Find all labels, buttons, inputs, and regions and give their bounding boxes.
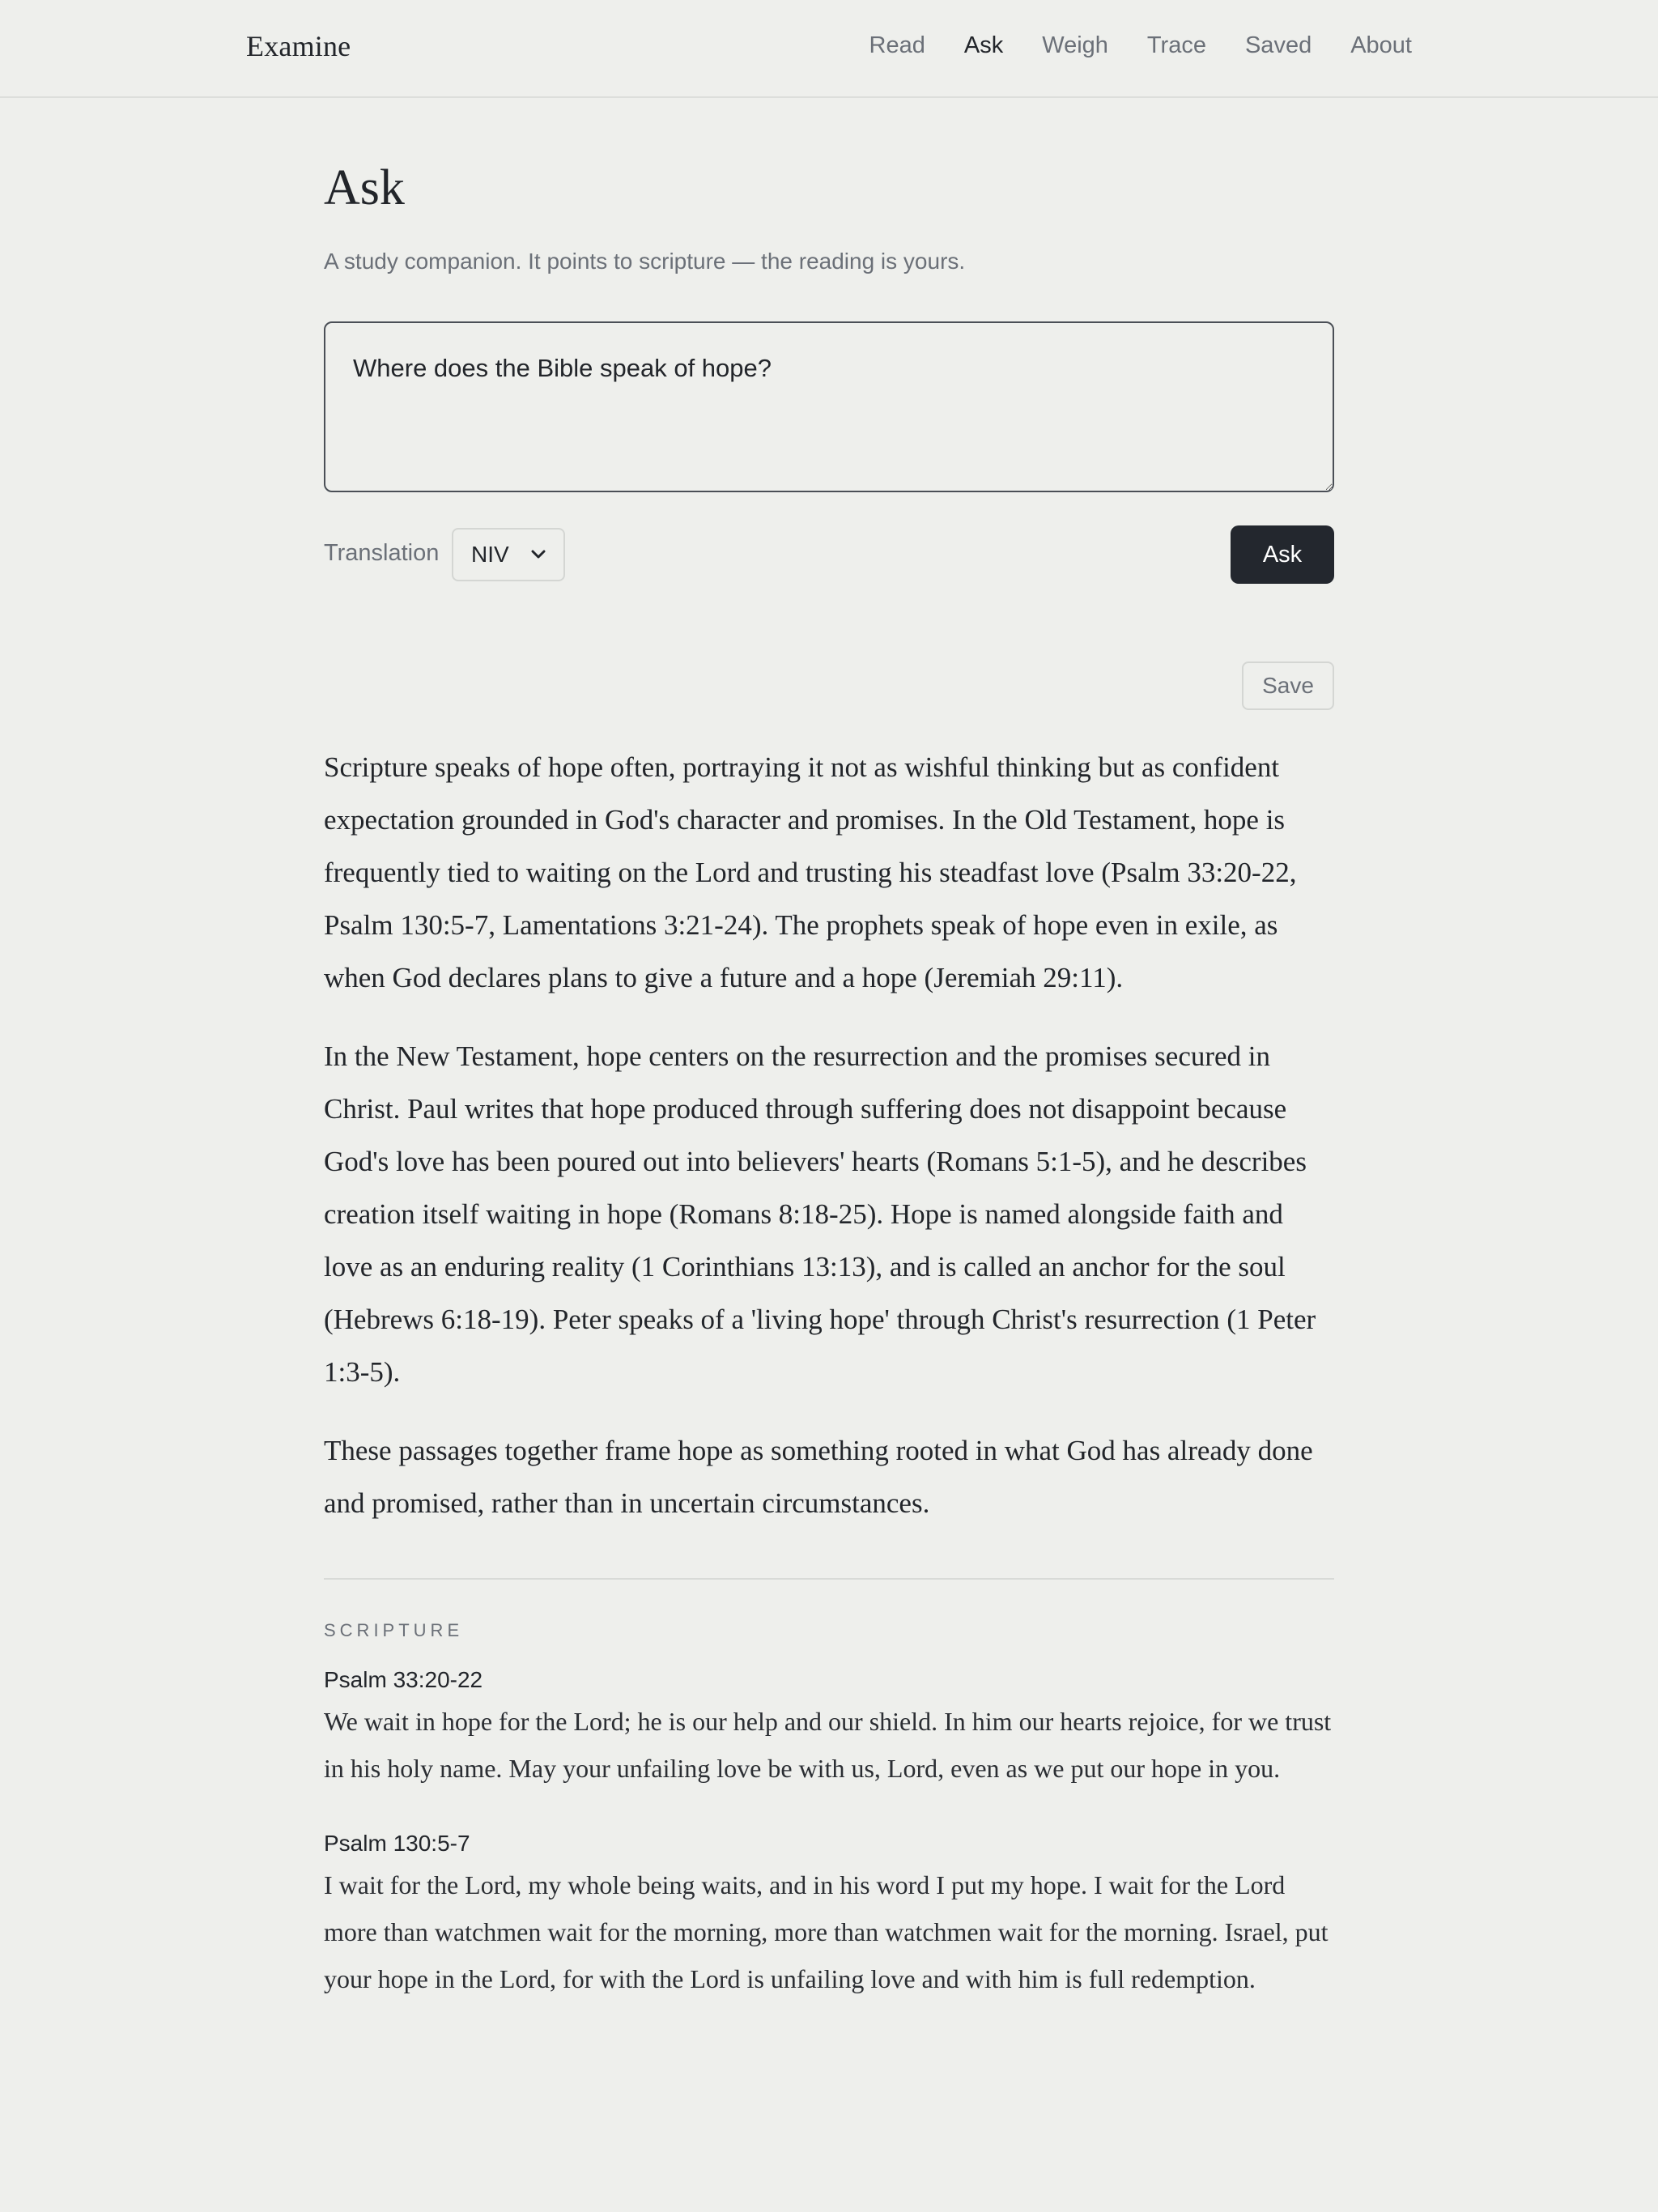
nav-read[interactable]: Read xyxy=(869,32,925,58)
passage-reference[interactable]: Psalm 130:5-7 xyxy=(324,1831,470,1856)
scripture-passage xyxy=(324,1831,1334,2002)
translation-label: Translation xyxy=(324,540,440,566)
brand-logo[interactable]: Examine xyxy=(246,30,351,62)
nav-ask[interactable]: Ask xyxy=(963,32,1004,58)
scripture-passage xyxy=(324,1667,1334,1792)
ask-controls xyxy=(324,525,1334,584)
answer-paragraph: Scripture speaks of hope often, portraying it not as wishful thinking but as confident expectation grounded in God's character and promises. In the Old Testament, hope is frequently tied to waiting on the Lord and trusting his steadfast love (Psalm 33:20-22, Psalm 130:5-7, Lamentations 3:21-24). The prophets speak of hope even in exile, as when God declares plans to give a future and a hope (Jeremiah 29:11). xyxy=(324,751,1297,993)
chevron-down-icon xyxy=(531,550,546,559)
main-nav xyxy=(869,32,1412,59)
answer-paragraph: In the New Testament, hope centers on the resurrection and the promises secured in Christ. Paul writes that hope produced through suffering does not disappoint because God's love has been poured out into believers' hearts (Romans 5:1-5), and he describes creation itself waiting in hope (Romans 8:18-25). Hope is named alongside faith and love as an enduring reality (1 Corinthians 13:13), and is called an anchor for the soul (Hebrews 6:18-19). Peter speaks of a 'living hope' through Christ's resurrection (1 Peter 1:3-5). xyxy=(324,1040,1316,1388)
answer-paragraph: These passages together frame hope as something rooted in what God has already done and promised, rather than in uncertain circumstances. xyxy=(324,1435,1313,1519)
page-title: Ask xyxy=(324,160,405,215)
answer-text xyxy=(324,741,1334,1529)
scripture-section xyxy=(324,1620,1334,2002)
page-subtitle: A study companion. It points to scripture — the reading is yours. xyxy=(324,249,966,274)
top-bar xyxy=(0,0,1658,98)
nav-weigh[interactable]: Weigh xyxy=(1042,32,1108,58)
passage-text: We wait in hope for the Lord; he is our help and our shield. In him our hearts rejoice, for we trust in his holy name. May your unfailing love be with us, Lord, even as we put our hope in you. xyxy=(324,1707,1332,1783)
translation-select[interactable] xyxy=(452,528,565,581)
passage-text: I wait for the Lord, my whole being waits, and in his word I put my hope. I wait for the Lord more than watchmen wait for the morning, more than watchmen wait for the morning. Israel, put your hope in the Lord, for with the Lord is unfailing love and with him is full redemption. xyxy=(324,1870,1329,1993)
passage-reference[interactable]: Psalm 33:20-22 xyxy=(324,1667,483,1692)
scripture-heading: SCRIPTURE xyxy=(324,1620,464,1640)
save-row xyxy=(324,661,1334,710)
translation-value: NIV xyxy=(471,542,509,567)
save-button[interactable]: Save xyxy=(1242,661,1334,710)
ask-button[interactable]: Ask xyxy=(1231,525,1334,584)
main-content xyxy=(324,98,1334,2002)
question-input[interactable] xyxy=(324,321,1334,492)
nav-saved[interactable]: Saved xyxy=(1244,32,1312,58)
section-divider xyxy=(324,1578,1334,1580)
nav-about[interactable]: About xyxy=(1350,32,1412,58)
nav-trace[interactable]: Trace xyxy=(1146,32,1206,58)
